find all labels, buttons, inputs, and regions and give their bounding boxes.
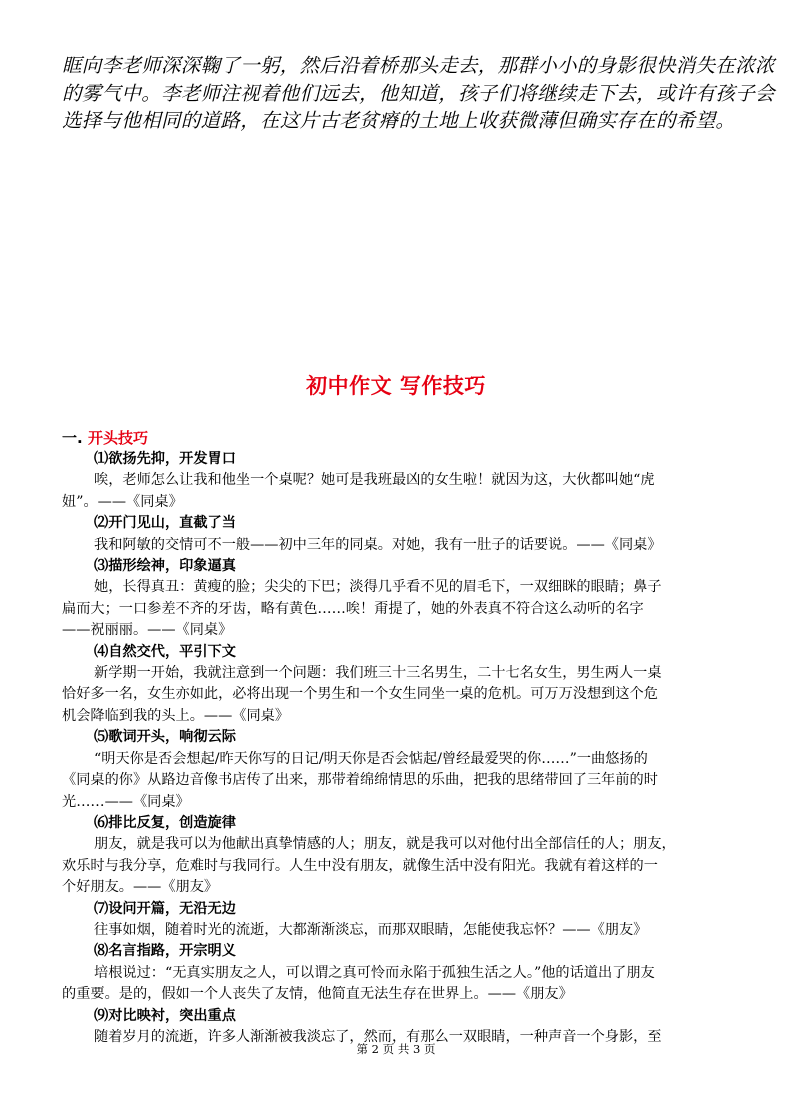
tip-heading: ⑵开门见山，直截了当 (94, 515, 236, 532)
paragraph-line: 随着岁月的流逝，许多人渐渐被我淡忘了，然而，有那么一双眼睛，一种声音一个身影，至 (94, 1028, 662, 1045)
story-ending-paragraph (62, 52, 775, 135)
paragraph-line: 的重要。是的，假如一个人丧失了友情，他简直无法生存在世界上。——《朋友》 (62, 986, 573, 1003)
paragraph-line: 妞”。——《同桌》 (62, 493, 183, 510)
paragraph-line: 恰好多一名，女生亦如此，必将出现一个男生和一个女生同坐一桌的危机。可万万没想到这个危 (62, 686, 658, 703)
document-title: 初中作文 写作技巧 (306, 374, 486, 398)
tip-example-paragraph (62, 663, 732, 727)
tip-example-paragraph (62, 834, 732, 898)
story-line: 选择与他相同的道路，在这片古老贫瘠的土地上收获微薄但确实存在的希望。 (62, 109, 736, 132)
section-heading (62, 428, 732, 449)
writing-tips-content (62, 428, 732, 1048)
paragraph-line: 扁而大；一口参差不齐的牙齿，略有黄色……唉！甭提了，她的外表真不符合这么动听的名字 (62, 600, 644, 617)
tip-example-paragraph (62, 535, 732, 556)
story-line: 眶向李老师深深鞠了一躬，然后沿着桥那头走去，那群小小的身影很快消失在浓浓 (62, 54, 775, 77)
tip-example-paragraph (62, 577, 732, 641)
story-line: 的雾气中。李老师注视着他们远去，他知道，孩子们将继续走下去，或许有孩子会 (62, 81, 775, 105)
tip-heading: ⑹排比反复，创造旋律 (94, 814, 236, 831)
tip-example-paragraph (62, 920, 732, 941)
paragraph-line: ——祝丽丽。——《同桌》 (62, 622, 233, 639)
paragraph-line: 培根说过：“无真实朋友之人，可以谓之真可怜而永陷于孤独生活之人。”他的话道出了朋友 (94, 964, 655, 981)
paragraph-line: 新学期一开始，我就注意到一个问题：我们班三十三名男生，二十七名女生，男生两人一桌 (94, 665, 662, 682)
section-label: 开头技巧 (87, 429, 148, 447)
tip-heading: ⑸歌词开头，响彻云际 (94, 729, 236, 746)
tip-heading: ⑼对比映衬，突出重点 (94, 1007, 236, 1024)
tip-heading: ⑻名言指路，开宗明义 (94, 943, 236, 960)
page-footer: 第 2 页 共 3 页 (356, 1042, 436, 1056)
paragraph-line: 欢乐时与我分享，危难时与我同行。人生中没有朋友，就像生活中没有阳光。我就有着这样的一 (62, 857, 658, 874)
section-number: 一. (62, 429, 83, 447)
paragraph-line: 光……——《同桌》 (62, 793, 190, 810)
paragraph-line: 往事如烟，随着时光的流逝，大都渐渐淡忘，而那双眼睛，怎能使我忘怀？——《朋友》 (94, 921, 648, 938)
paragraph-line: 我和阿敏的交情可不一般——初中三年的同桌。对她，我有一肚子的话要说。——《同桌》 (94, 536, 662, 553)
tips-list (62, 449, 732, 1048)
paragraph-line: 唉，老师怎么让我和他坐一个桌呢？她可是我班最凶的女生啦！就因为这，大伙都叫她“虎 (94, 472, 655, 489)
paragraph-line: 朋友，就是我可以为他献出真挚情感的人；朋友，就是我可以对他付出全部信任的人；朋友， (94, 836, 676, 853)
tip-example-paragraph (62, 470, 732, 513)
tip-heading: ⑺设问开篇，无沿无边 (94, 900, 236, 917)
tip-heading: ⑴欲扬先抑，开发胃口 (94, 451, 236, 467)
paragraph-line: 《同桌的你》从路边音像书店传了出来，那带着绵绵情思的乐曲，把我的思绪带回了三年前的时 (62, 772, 658, 789)
tip-example-paragraph (62, 749, 732, 813)
paragraph-line: 她，长得真丑：黄瘦的脸；尖尖的下巴；淡得几乎看不见的眉毛下，一双细眯的眼睛；鼻子 (94, 579, 662, 596)
paragraph-line: 个好朋友。——《朋友》 (62, 879, 219, 896)
tip-heading: ⑶描形绘神，印象逼真 (94, 558, 236, 575)
tip-example-paragraph (62, 963, 732, 1006)
paragraph-line: “明天你是否会想起/昨天你写的日记/明天你是否会惦起/曾经最爱哭的你……”一曲悠扬的 (94, 750, 648, 767)
paragraph-line: 机会降临到我的头上。——《同桌》 (62, 707, 290, 724)
tip-heading: ⑷自然交代，平引下文 (94, 643, 236, 660)
